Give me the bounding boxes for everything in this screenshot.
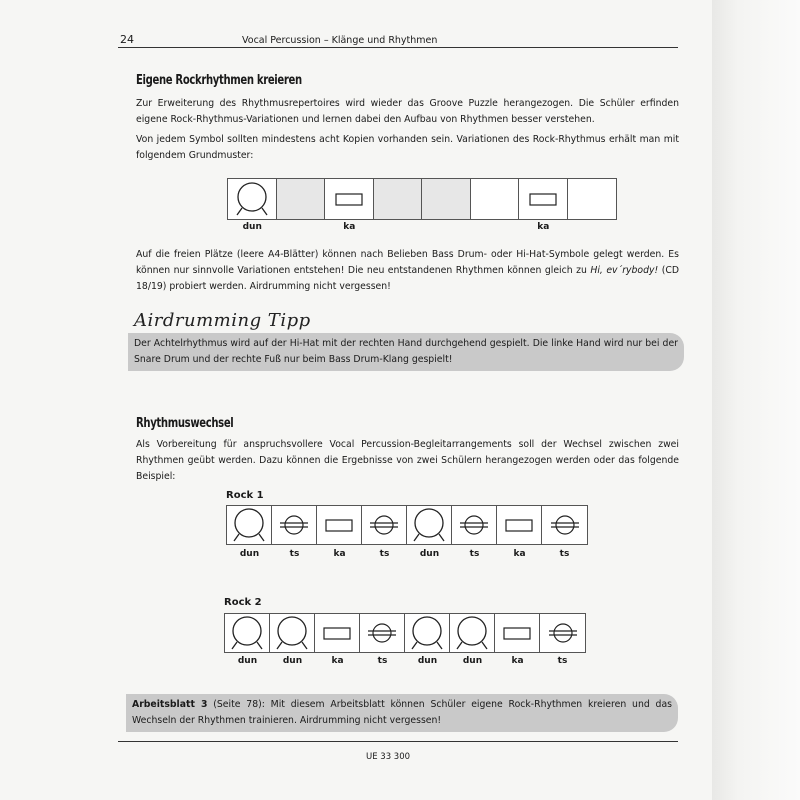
running-title: Vocal Percussion – Klänge und Rhythmen <box>242 35 438 46</box>
syllable-label <box>277 222 326 232</box>
section-heading-rhythmuswechsel: Rhythmuswechsel <box>136 416 234 431</box>
syllable-label: ts <box>377 656 388 666</box>
syllable-label: dun <box>237 656 258 666</box>
rock2-label: Rock 2 <box>224 597 262 608</box>
snare-drum-icon <box>497 615 537 651</box>
syllable-label: ka <box>333 549 346 559</box>
bass-drum-icon <box>229 507 269 543</box>
snare-drum-icon <box>319 507 359 543</box>
rhythm-cell <box>495 614 540 652</box>
rhythm-cell <box>471 179 520 219</box>
syllable-label: dun <box>239 549 260 559</box>
rhythm-cell <box>325 179 374 219</box>
syllable-label: ts <box>469 549 480 559</box>
tip-text: Der Achtelrhythmus wird auf der Hi-Hat mit der rechten Hand durchgehend gespielt. Die linke Hand wird nur bei der Snare Drum und der rechte Fuß nur beim Bass Drum-Klang gespielt! <box>134 338 678 365</box>
rhythm-cell <box>270 614 315 652</box>
rock1-labels <box>227 549 587 559</box>
rhythm-cell <box>542 506 587 544</box>
paragraph-3-text-a: Auf die freien Plätze (leere A4-Blätter) können nach Belieben Bass Drum- oder Hi-Hat-Symbole gelegt werden. Es können nur sinnvolle Variationen entstehen! Die neu entstandenen Rhythmen können gleich zu <box>136 249 679 276</box>
rhythm-cell <box>362 506 407 544</box>
syllable-label <box>422 222 471 232</box>
syllable-label <box>471 222 520 232</box>
hi-hat-icon <box>545 507 585 543</box>
footer-rule <box>118 741 678 742</box>
bass-drum-icon <box>452 615 492 651</box>
section2-paragraph: Als Vorbereitung für anspruchsvollere Vocal Percussion-Begleitarrangements soll der Wechsel zwischen zwei Rhythmen geübt werden. Dazu können die Ergebnisse von zwei Schülern herangezogen werden oder das folgende Beispiel: <box>136 439 679 482</box>
worksheet-text: Mit diesem Arbeitsblatt können Schüler eigene Rock-Rhythmen kreieren und das Wechseln der Rhythmen trainieren. Airdrumming nicht vergessen! <box>132 699 672 726</box>
rhythm-cell <box>540 614 585 652</box>
syllable-label: dun <box>462 656 483 666</box>
rhythm-cell <box>450 614 495 652</box>
bass-drum-icon <box>227 615 267 651</box>
worksheet-page-ref: (Seite 78): <box>207 699 265 710</box>
rhythm-cell <box>360 614 405 652</box>
hi-hat-icon <box>543 615 583 651</box>
syllable-label: dun <box>242 222 262 232</box>
bass-drum-icon <box>407 615 447 651</box>
groove-pattern-labels <box>228 222 616 232</box>
section-heading-rockrhythmen: Eigene Rockrhythmen kreieren <box>136 73 302 88</box>
rock2-labels <box>225 656 585 666</box>
snare-drum-icon <box>329 181 369 217</box>
rhythm-cell <box>315 614 360 652</box>
syllable-label: ka <box>343 222 356 232</box>
rhythm-cell <box>452 506 497 544</box>
snare-drum-icon <box>523 181 563 217</box>
syllable-label: ts <box>379 549 390 559</box>
rock2-grid <box>224 613 586 653</box>
groove-pattern-grid <box>227 178 617 220</box>
syllable-label: ka <box>513 549 526 559</box>
syllable-label: ts <box>289 549 300 559</box>
syllable-label: ts <box>557 656 568 666</box>
syllable-label <box>374 222 423 232</box>
syllable-label: dun <box>417 656 438 666</box>
header-rule <box>118 47 678 48</box>
page-number: 24 <box>120 33 134 46</box>
section1-paragraph-3 <box>136 247 679 295</box>
syllable-label: dun <box>282 656 303 666</box>
tip-box <box>128 333 684 371</box>
syllable-label: dun <box>419 549 440 559</box>
worksheet-label: Arbeitsblatt 3 <box>132 699 208 710</box>
paragraph-3-text-b: (CD 18/19) probiert werden. Airdrumming nicht vergessen! <box>136 265 680 292</box>
rhythm-cell <box>405 614 450 652</box>
rock1-label: Rock 1 <box>226 490 264 501</box>
rhythm-cell <box>422 179 471 219</box>
page-edge <box>712 0 800 800</box>
tip-title: Airdrumming Tipp <box>134 310 311 331</box>
rock1-grid <box>226 505 588 545</box>
snare-drum-icon <box>499 507 539 543</box>
rhythm-cell <box>272 506 317 544</box>
hi-hat-icon <box>454 507 494 543</box>
rhythm-cell <box>225 614 270 652</box>
rhythm-cell <box>228 179 277 219</box>
hi-hat-icon <box>362 615 402 651</box>
section1-paragraph-1: Zur Erweiterung des Rhythmusrepertoires wird wieder das Groove Puzzle herangezogen. Die Schüler erfinden eigene Rock-Rhythmus-Variationen und lernen dabei den Aufbau von Rhythmen besser verstehen. <box>136 98 679 125</box>
syllable-label: ts <box>559 549 570 559</box>
rhythm-cell <box>497 506 542 544</box>
hi-hat-icon <box>364 507 404 543</box>
rhythm-cell <box>407 506 452 544</box>
bass-drum-icon <box>409 507 449 543</box>
bass-drum-icon <box>232 181 272 217</box>
rhythm-cell <box>374 179 423 219</box>
syllable-label: ka <box>537 222 550 232</box>
rhythm-cell <box>568 179 617 219</box>
song-title: Hi, ev´rybody! <box>590 265 659 276</box>
rhythm-cell <box>317 506 362 544</box>
syllable-label: ka <box>331 656 344 666</box>
snare-drum-icon <box>317 615 357 651</box>
syllable-label: ka <box>511 656 524 666</box>
bass-drum-icon <box>272 615 312 651</box>
section1-paragraph-2: Von jedem Symbol sollten mindestens acht Kopien vorhanden sein. Variationen des Rock-Rhythmus erhält man mit folgendem Grundmuster: <box>136 134 679 161</box>
rhythm-cell <box>277 179 326 219</box>
rhythm-cell <box>519 179 568 219</box>
footer-code: UE 33 300 <box>366 752 411 762</box>
hi-hat-icon <box>274 507 314 543</box>
worksheet-box <box>126 694 678 732</box>
syllable-label <box>568 222 617 232</box>
rhythm-cell <box>227 506 272 544</box>
